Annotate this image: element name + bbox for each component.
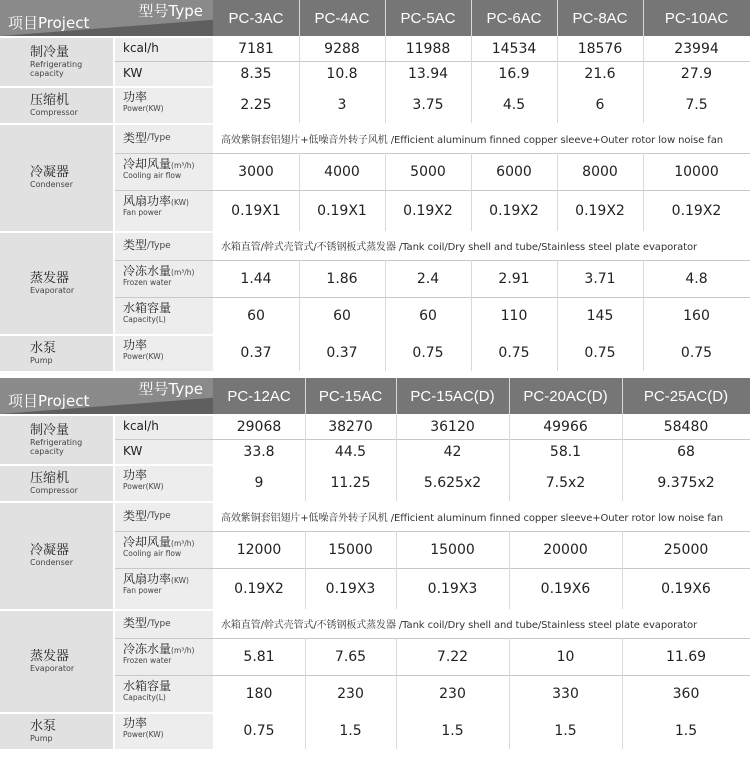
sub-frozen (115, 260, 213, 297)
value-kw: 16.9 (498, 65, 530, 82)
model-header: PC-10AC (643, 0, 750, 36)
project-label: 项目Project (8, 392, 90, 410)
category-divider (0, 609, 750, 611)
sub-frozen-cn: 冷冻水量 (123, 642, 172, 656)
value-pump: 0.75 (680, 344, 713, 361)
sub-fan-power-en: Fan power (123, 208, 162, 217)
column-divider (396, 638, 397, 749)
value-frozen: 3.71 (584, 270, 616, 287)
category-condenser-en-0: Condenser (30, 180, 73, 189)
category-evaporator-cn: 蒸发器 (30, 270, 70, 286)
sub-type-en: /Type (147, 240, 171, 251)
column-divider (557, 153, 558, 231)
sub-kcal (115, 36, 213, 61)
value-cool_air: 3000 (238, 163, 274, 180)
value-fan_power: 0.19X2 (234, 580, 284, 597)
value-kcal: 14534 (491, 40, 537, 57)
row-divider (115, 675, 750, 676)
value-frozen: 1.44 (240, 270, 272, 287)
value-tank: 330 (552, 685, 579, 702)
sub-type-cn: 类型 (123, 130, 148, 145)
sub-type-en: /Type (147, 511, 171, 521)
value-comp_power: 4.5 (502, 96, 526, 113)
category-refrigerating-en-0: Refrigerating (30, 59, 83, 69)
value-pump: 1.5 (554, 722, 577, 739)
category-evaporator (0, 231, 113, 334)
column-divider (622, 531, 623, 609)
category-pump-en-0: Pump (30, 733, 53, 743)
category-condenser (0, 501, 113, 609)
sub-cool-air (115, 531, 213, 568)
value-pump: 1.5 (339, 722, 362, 739)
value-comp_power: 9 (254, 474, 264, 491)
category-condenser-en-0: Condenser (30, 558, 73, 567)
value-frozen: 2.91 (498, 270, 530, 287)
value-pump: 0.37 (326, 344, 358, 361)
sub-comp-power-cn: 功率 (123, 468, 148, 482)
category-compressor-cn: 压缩机 (30, 470, 70, 486)
sub-type-condtype (115, 501, 213, 531)
value-pump: 0.75 (243, 722, 275, 739)
header-project-cell (0, 378, 213, 414)
value-frozen: 5.81 (243, 648, 275, 665)
model-header: PC-25AC(D) (622, 378, 750, 414)
value-fan_power: 0.19X2 (671, 202, 722, 219)
category-divider (0, 123, 750, 125)
value-kw: 13.94 (407, 65, 449, 82)
value-kw: 58.1 (549, 443, 582, 460)
sub-type-cn: 类型 (123, 508, 148, 523)
sub-fan-power-en: Fan power (123, 586, 162, 595)
sub-pump-power-en: Power(KW) (123, 730, 164, 739)
table2 (0, 378, 750, 763)
value-comp_power: 9.375x2 (657, 474, 715, 491)
column-divider (471, 260, 472, 371)
value-fan_power: 0.19X1 (317, 202, 367, 219)
value-comp_power: 7.5x2 (545, 474, 586, 491)
model-header: PC-15AC(D) (396, 378, 509, 414)
column-divider (299, 260, 300, 371)
sub-frozen-en: Frozen water (123, 278, 172, 287)
value-frozen: 2.4 (416, 270, 440, 287)
row-divider (115, 260, 750, 261)
value-fan_power: 0.19X2 (575, 202, 625, 219)
column-divider (299, 153, 300, 231)
value-pump: 0.75 (498, 344, 530, 361)
value-kw: 44.5 (334, 443, 367, 460)
row-divider (115, 153, 750, 154)
sub-type-en: /Type (147, 133, 171, 143)
sub-comp-power-en: Power(KW) (123, 104, 164, 113)
sub-tank (115, 297, 213, 334)
value-tank: 360 (672, 685, 700, 702)
column-divider (622, 378, 623, 501)
model-header: PC-8AC (557, 0, 643, 36)
sub-type-evaptype (115, 609, 213, 638)
column-divider (557, 0, 558, 123)
category-compressor-cn: 压缩机 (30, 92, 70, 108)
value-kcal: 49966 (543, 418, 588, 435)
sub-pump-power (115, 712, 213, 749)
sub-frozen-unit: (m³/h) (171, 268, 195, 277)
value-pump: 0.37 (240, 344, 272, 361)
value-kw: 42 (443, 443, 462, 460)
sub-kcal-text: kcal/h (123, 41, 159, 55)
sub-frozen-en: Frozen water (123, 656, 172, 665)
value-kw: 68 (677, 443, 695, 460)
category-pump-cn: 水泵 (30, 340, 57, 356)
column-divider (385, 153, 386, 231)
value-fan_power: 0.19X1 (231, 202, 281, 219)
sub-comp-power-cn: 功率 (123, 90, 148, 104)
category-refrigerating-en-1: capacity (30, 68, 64, 78)
value-kcal: 36120 (430, 418, 475, 435)
sub-frozen-cn: 冷冻水量 (123, 264, 172, 278)
category-divider (0, 36, 750, 38)
value-fan_power: 0.19X2 (403, 202, 453, 219)
category-condenser (0, 123, 113, 231)
sub-cool-air-top (123, 153, 194, 172)
sub-tank (115, 675, 213, 712)
sub-type-cn: 类型 (123, 238, 148, 252)
value-kw: 10.8 (326, 65, 358, 82)
column-divider (299, 0, 300, 123)
value-pump: 0.75 (412, 344, 444, 361)
sub-comp-power-en: Power(KW) (123, 482, 164, 491)
value-fan_power: 0.19X2 (489, 202, 539, 219)
value-comp_power: 3 (337, 96, 347, 113)
column-divider (643, 0, 644, 123)
sub-type-cn: 类型 (123, 616, 148, 630)
sub-kcal (115, 414, 213, 439)
category-divider (0, 231, 750, 233)
project-label: 项目Project (8, 14, 90, 32)
value-cool_air: 10000 (674, 163, 719, 180)
model-header: PC-6AC (471, 0, 557, 36)
value-kcal: 23994 (674, 40, 719, 57)
column-divider (643, 260, 644, 371)
sub-kw (115, 61, 213, 86)
value-tank: 145 (586, 307, 614, 324)
sub-frozen-unit: (m³/h) (171, 646, 195, 655)
evaporator-type-text: 水箱直管/幹式壳管式/不锈钢板式蒸发器 /Tank coil/Dry shell and tube/Stainless steel plate evaporator (221, 242, 697, 253)
category-divider (0, 334, 750, 336)
value-fan_power: 0.19X6 (540, 580, 591, 597)
value-tank: 110 (500, 307, 528, 324)
sub-comp-power (115, 464, 213, 501)
value-cool_air: 5000 (410, 163, 446, 180)
evaporator-type-text: 水箱直管/幹式壳管式/不锈钢板式蒸发器 /Tank coil/Dry shell and tube/Stainless steel plate evaporator (221, 620, 697, 631)
category-refrigerating (0, 36, 113, 86)
category-condenser-cn: 冷凝器 (30, 165, 70, 180)
model-header: PC-15AC (305, 378, 396, 414)
column-divider (622, 638, 623, 749)
value-tank: 60 (247, 307, 265, 324)
sub-fan-power (115, 190, 213, 231)
sub-frozen-top (123, 260, 194, 279)
column-divider (305, 378, 306, 501)
category-evaporator-en-0: Evaporator (30, 663, 75, 673)
value-frozen: 7.65 (334, 648, 367, 665)
category-condenser-cn: 冷凝器 (30, 543, 70, 558)
value-frozen: 7.22 (436, 648, 469, 665)
value-comp_power: 7.5 (685, 96, 708, 113)
value-tank: 60 (419, 307, 437, 324)
category-refrigerating-en-0: Refrigerating (30, 437, 83, 447)
value-fan_power: 0.19X6 (661, 580, 711, 597)
sub-fan-power-top (123, 568, 189, 587)
sub-type-en: /Type (147, 618, 171, 629)
category-refrigerating-cn: 制冷量 (30, 44, 70, 60)
value-cool_air: 20000 (543, 541, 588, 558)
value-cool_air: 15000 (430, 541, 475, 558)
sub-frozen-top (123, 638, 194, 657)
column-divider (385, 0, 386, 123)
type-label: 型号Type (138, 380, 203, 398)
value-kcal: 11988 (405, 40, 451, 57)
column-divider (396, 378, 397, 501)
value-comp_power: 3.75 (412, 96, 444, 113)
category-divider (0, 414, 750, 416)
sub-tank-cn: 水箱容量 (123, 301, 172, 315)
category-evaporator (0, 609, 113, 712)
category-divider (0, 86, 750, 88)
sub-cool-air-en: Cooling air flow (123, 171, 182, 180)
sub-tank-en: Capacity(L) (123, 693, 166, 702)
sub-tank-cn: 水箱容量 (123, 679, 172, 693)
value-comp_power: 2.25 (240, 96, 272, 113)
row-divider (115, 568, 750, 569)
category-compressor-en-0: Compressor (30, 107, 78, 117)
sub-tank-en: Capacity(L) (123, 315, 166, 324)
row-divider (115, 531, 750, 532)
value-pump: 1.5 (441, 722, 464, 739)
category-pump (0, 712, 113, 749)
sub-cool-air-en: Cooling air flow (123, 549, 182, 558)
sub-fan-power-unit: (KW) (171, 198, 189, 207)
value-frozen: 4.8 (685, 270, 708, 287)
sub-cool-air-cn: 冷却风量 (123, 157, 172, 171)
value-comp_power: 6 (595, 96, 605, 113)
value-kcal: 7181 (238, 40, 274, 57)
category-divider (0, 464, 750, 466)
value-frozen: 10 (556, 648, 575, 665)
sub-tank-top (123, 675, 171, 694)
row-divider (115, 190, 750, 191)
sub-kcal-text: kcal/h (123, 419, 159, 433)
model-header: PC-20AC(D) (509, 378, 622, 414)
value-frozen: 1.86 (326, 270, 358, 287)
category-compressor-en-0: Compressor (30, 485, 78, 495)
value-cool_air: 15000 (328, 541, 373, 558)
category-refrigerating-en-1: capacity (30, 446, 64, 456)
value-kcal: 58480 (663, 418, 709, 435)
column-divider (385, 260, 386, 371)
model-header: PC-12AC (213, 378, 305, 414)
value-kw: 21.6 (584, 65, 616, 82)
condenser-type-text: 高效紫铜套铝翅片+低噪音外转子风机 /Efficient aluminum finned copper sleeve+Outer rotor low noise fan (221, 134, 723, 146)
column-divider (471, 153, 472, 231)
category-compressor (0, 86, 113, 123)
type-label: 型号Type (138, 2, 203, 20)
row-divider (115, 638, 750, 639)
sub-kw-text: KW (123, 66, 143, 80)
value-tank: 160 (683, 307, 710, 324)
model-header: PC-3AC (213, 0, 299, 36)
category-pump-cn: 水泵 (30, 718, 57, 734)
value-kw: 8.35 (240, 65, 272, 82)
sub-pump-power (115, 334, 213, 371)
value-tank: 60 (333, 307, 351, 324)
column-divider (305, 531, 306, 609)
value-kcal: 29068 (236, 418, 282, 435)
sub-pump-power-cn: 功率 (123, 338, 148, 352)
column-divider (396, 531, 397, 609)
sub-pump-power-en: Power(KW) (123, 352, 164, 361)
value-cool_air: 8000 (582, 163, 618, 180)
value-cool_air: 4000 (324, 163, 360, 180)
value-cool_air: 12000 (236, 541, 282, 558)
column-divider (471, 0, 472, 123)
row-divider (115, 61, 750, 62)
sub-kw (115, 439, 213, 464)
category-compressor (0, 464, 113, 501)
model-header: PC-5AC (385, 0, 471, 36)
condenser-type-text: 高效紫铜套铝翅片+低噪音外转子风机 /Efficient aluminum finned copper sleeve+Outer rotor low noise fan (221, 512, 723, 524)
value-pump: 1.5 (674, 722, 698, 739)
sub-fan-power (115, 568, 213, 609)
column-divider (509, 531, 510, 609)
header-project-cell (0, 0, 213, 36)
value-comp_power: 5.625x2 (423, 474, 482, 491)
value-fan_power: 0.19X3 (427, 580, 478, 597)
column-divider (509, 378, 510, 501)
sub-frozen (115, 638, 213, 675)
value-cool_air: 25000 (663, 541, 709, 558)
value-pump: 0.75 (584, 344, 616, 361)
category-evaporator-cn: 蒸发器 (30, 648, 70, 664)
value-kw: 27.9 (680, 65, 713, 82)
category-divider (0, 501, 750, 503)
value-kcal: 18576 (577, 40, 623, 57)
category-pump (0, 334, 113, 371)
sub-cool-air-unit: (m³/h) (171, 161, 195, 170)
sub-kw-text: KW (123, 444, 143, 458)
row-divider (115, 297, 750, 298)
value-tank: 230 (439, 685, 466, 702)
sub-type-condtype (115, 123, 213, 153)
sub-pump-power-top (123, 712, 147, 731)
sub-comp-power (115, 86, 213, 123)
sub-cool-air-cn: 冷却风量 (123, 535, 172, 549)
category-divider (0, 712, 750, 714)
value-tank: 180 (245, 685, 273, 702)
sub-tank-top (123, 297, 171, 316)
value-comp_power: 11.25 (330, 474, 371, 491)
column-divider (557, 260, 558, 371)
column-divider (643, 153, 644, 231)
value-frozen: 11.69 (665, 648, 707, 665)
model-header: PC-4AC (299, 0, 385, 36)
category-evaporator-en-0: Evaporator (30, 285, 75, 295)
column-divider (305, 638, 306, 749)
sub-pump-power-cn: 功率 (123, 716, 148, 730)
value-cool_air: 6000 (496, 163, 532, 180)
sub-comp-power-top (123, 464, 147, 483)
value-kcal: 9288 (324, 40, 360, 57)
sub-fan-power-cn: 风扇功率 (123, 572, 172, 586)
sub-fan-power-top (123, 190, 189, 209)
value-kcal: 38270 (328, 418, 373, 435)
column-divider (509, 638, 510, 749)
sub-comp-power-top (123, 86, 147, 105)
sub-pump-power-top (123, 334, 147, 353)
value-kw: 33.8 (243, 443, 275, 460)
sub-fan-power-unit: (KW) (171, 576, 189, 585)
sub-cool-air (115, 153, 213, 190)
category-pump-en-0: Pump (30, 355, 53, 365)
row-divider (115, 439, 750, 440)
value-fan_power: 0.19X3 (325, 580, 376, 597)
category-refrigerating-cn: 制冷量 (30, 422, 70, 438)
category-refrigerating (0, 414, 113, 464)
value-tank: 230 (337, 685, 364, 702)
sub-type-evaptype (115, 231, 213, 260)
sub-cool-air-unit: (m³/h) (171, 539, 195, 548)
sub-fan-power-cn: 风扇功率 (123, 194, 172, 208)
sub-cool-air-top (123, 531, 194, 550)
